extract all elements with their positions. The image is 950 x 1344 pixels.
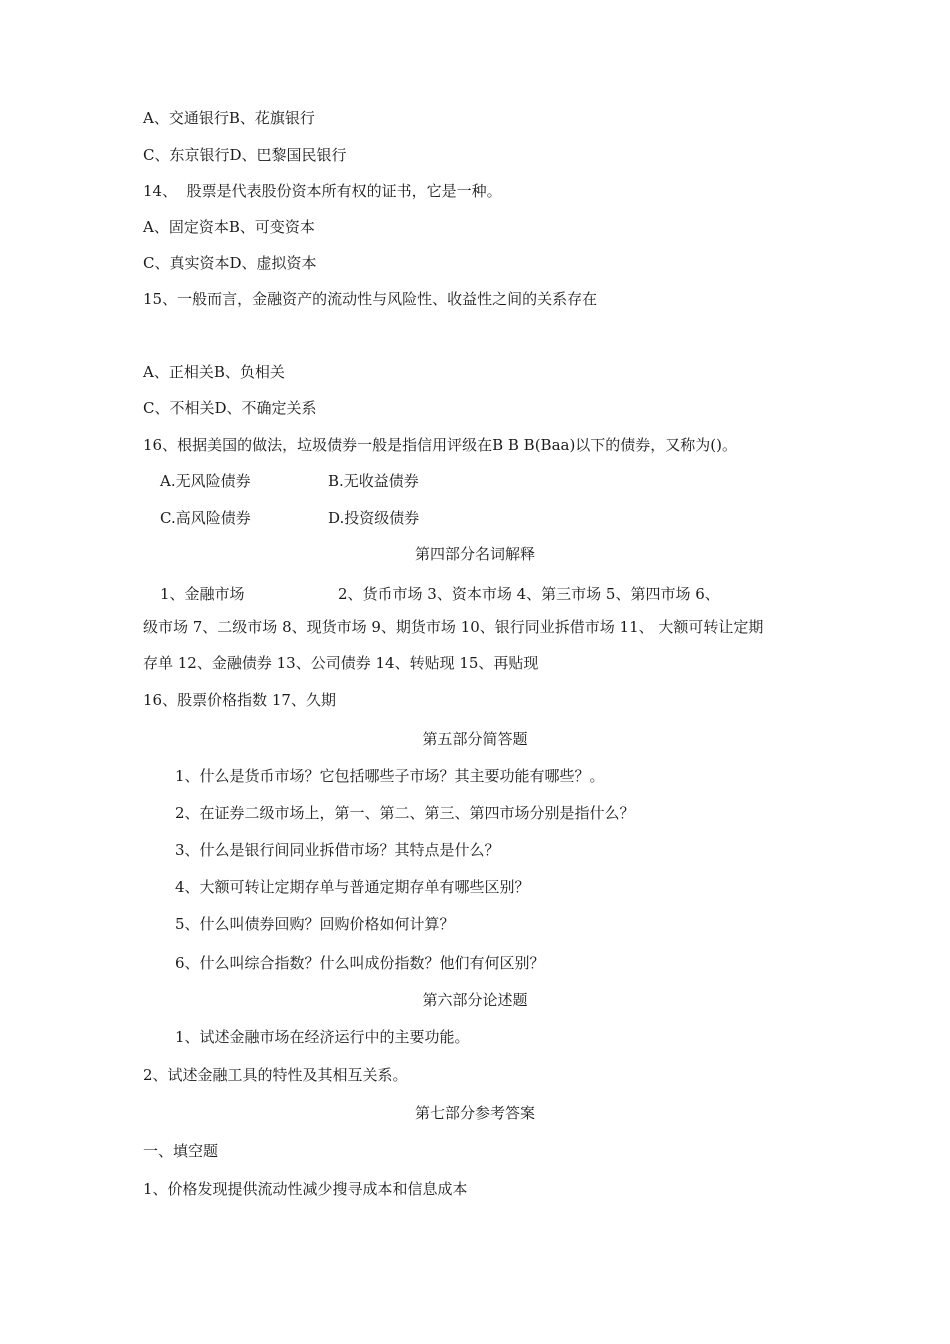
- q15-options-ab: A、正相关B、负相关: [143, 363, 285, 381]
- q16-option-a: A.无风险债券: [160, 472, 251, 490]
- part6-question-2: 2、试述金融工具的特性及其相互关系。: [143, 1066, 408, 1084]
- q16-question: 16、根据美国的做法，垃圾债券一般是指信用评级在B B B(Baa)以下的债券，又称为()。: [143, 436, 738, 454]
- q16-option-b: B.无收益债券: [328, 472, 419, 490]
- part4-heading: 第四部分名词解释: [414, 545, 535, 563]
- part7-section-title: 一、填空题: [143, 1142, 219, 1160]
- part6-heading: 第六部分论述题: [422, 991, 528, 1009]
- part5-heading: 第五部分简答题: [422, 730, 528, 748]
- part5-question-5: 5、什么叫债券回购？回购价格如何计算？: [175, 915, 455, 933]
- part4-term-line1-b: 2、货币市场 3、资本市场 4、第三市场 5、第四市场 6、: [338, 585, 720, 603]
- part5-question-1: 1、什么是货币市场？它包括哪些子市场？其主要功能有哪些？。: [175, 767, 605, 785]
- part5-question-4: 4、大额可转让定期存单与普通定期存单有哪些区别？: [175, 878, 530, 896]
- part6-question-1: 1、试述金融市场在经济运行中的主要功能。: [175, 1028, 470, 1046]
- q14-options-ab: A、固定资本B、可变资本: [143, 218, 315, 236]
- part5-question-3: 3、什么是银行间同业拆借市场？其特点是什么？: [175, 841, 500, 859]
- part4-term-line1-a: 1、金融市场: [160, 585, 245, 603]
- q16-option-d: D.投资级债券: [328, 509, 420, 527]
- q16-option-c: C.高风险债券: [160, 509, 251, 527]
- q15-options-cd: C、不相关D、不确定关系: [143, 399, 317, 417]
- q15-question: 15、一般而言，金融资产的流动性与风险性、收益性之间的关系存在: [143, 290, 598, 308]
- q13-options-ab: A、交通银行B、花旗银行: [143, 109, 315, 127]
- q14-question: 14、 股票是代表股份资本所有权的证书，它是一种。: [143, 182, 502, 200]
- q14-options-cd: C、真实资本D、虚拟资本: [143, 254, 317, 272]
- part4-term-line3: 存单 12、金融债券 13、公司债券 14、转贴现 15、再贴现: [143, 654, 539, 672]
- part4-term-line2: 级市场 7、二级市场 8、现货市场 9、期货市场 10、银行同业拆借市场 11、 大额可转让定期: [143, 618, 764, 636]
- part5-question-2: 2、在证券二级市场上，第一、第二、第三、第四市场分别是指什么？: [175, 804, 635, 822]
- part7-heading: 第七部分参考答案: [414, 1104, 535, 1122]
- part4-term-line4: 16、股票价格指数 17、久期: [143, 691, 336, 709]
- part5-question-6: 6、什么叫综合指数？什么叫成份指数？他们有何区别？: [175, 954, 545, 972]
- q13-options-cd: C、东京银行D、巴黎国民银行: [143, 146, 347, 164]
- part7-answer-1: 1、价格发现提供流动性减少搜寻成本和信息成本: [143, 1180, 468, 1198]
